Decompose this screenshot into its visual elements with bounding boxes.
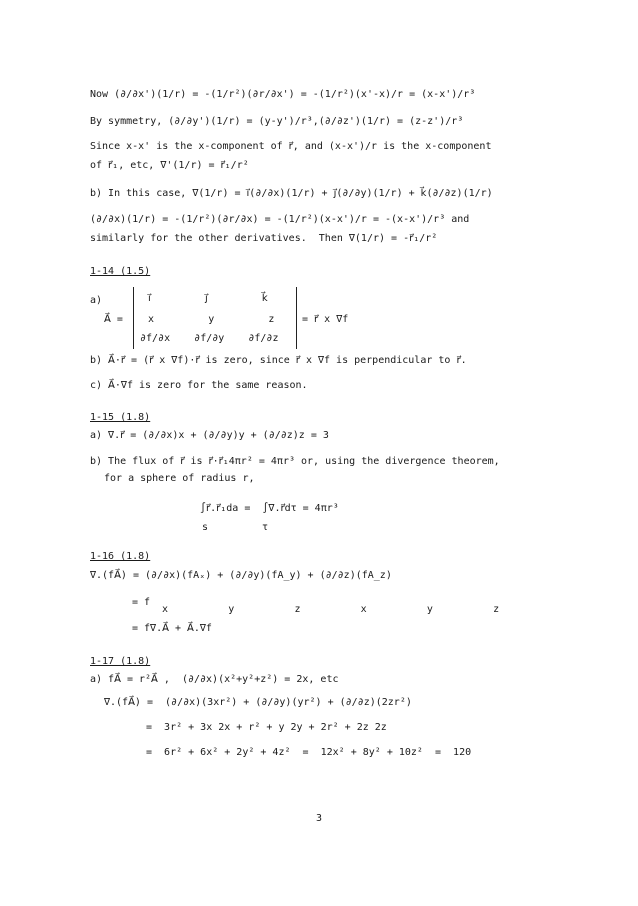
text-line: for a sphere of radius r,	[104, 473, 255, 484]
text-line: = f∇.A⃗ + A⃗.∇f	[132, 623, 212, 634]
determinant-row: x y z	[148, 314, 275, 325]
text-line: b) The flux of r⃗ is r⃗·r⃗₁4πr² = 4πr³ or, using the divergence theorem,	[90, 456, 500, 467]
determinant-row: i⃗ j⃗ k⃗	[148, 293, 268, 304]
determinant-left-bar	[133, 287, 134, 349]
text-line: = 6r² + 6x² + 2y² + 4z² = 12x² + 8y² + 10z² = 120	[146, 747, 472, 758]
text-line: x y z x y z	[162, 604, 500, 615]
text-line: Since x-x' is the x-component of r⃗, and (x-x')/r is the x-component	[90, 141, 492, 152]
text-line: ∫r⃗.r⃗₁da = ∫∇.r⃗dτ = 4πr³	[200, 503, 339, 514]
text-line: τ	[262, 522, 269, 533]
text-line: By symmetry, (∂/∂y')(1/r) = (y-y')/r³,(∂/∂z')(1/r) = (z-z')/r³	[90, 116, 464, 127]
text-line: a) ∇.r⃗ = (∂/∂x)x + (∂/∂y)y + (∂/∂z)z = 3	[90, 430, 329, 441]
text-line: Now (∂/∂x')(1/r) = -(1/r²)(∂r/∂x') = -(1/r²)(x'-x)/r = (x-x')/r³	[90, 89, 476, 100]
text-line: s	[202, 522, 209, 533]
determinant-right-bar	[296, 287, 297, 349]
text-line: a)	[90, 295, 103, 306]
text-line: c) A⃗·∇f is zero for the same reason.	[90, 380, 308, 391]
section-heading: 1-14 (1.5)	[90, 266, 151, 277]
text-line: of r⃗₁, etc, ∇'(1/r) = r⃗₁/r²	[90, 160, 249, 171]
text-line: = r⃗ x ∇f	[302, 314, 349, 325]
text-line: A⃗ =	[104, 314, 123, 325]
text-line: similarly for the other derivatives. Then ∇(1/r) = -r⃗₁/r²	[90, 233, 438, 244]
text-line: b) A⃗·r⃗ = (r⃗ x ∇f)·r⃗ is zero, since r⃗ x ∇f is perpendicular to r⃗.	[90, 355, 467, 366]
section-heading: 1-16 (1.8)	[90, 551, 151, 562]
text-line: = f	[132, 597, 151, 608]
text-line: (∂/∂x)(1/r) = -(1/r²)(∂r/∂x) = -(1/r²)(x-x')/r = -(x-x')/r³ and	[90, 214, 470, 225]
text-line: b) In this case, ∇(1/r) = i⃗(∂/∂x)(1/r) + j⃗(∂/∂y)(1/r) + k⃗(∂/∂z)(1/r)	[90, 188, 493, 199]
page-number: 3	[315, 813, 323, 824]
text-line: = 3r² + 3x 2x + r² + y 2y + 2r² + 2z 2z	[146, 722, 387, 733]
section-heading: 1-15 (1.8)	[90, 412, 151, 423]
text-line: a) fA⃗ = r²A⃗ , (∂/∂x)(x²+y²+z²) = 2x, etc	[90, 674, 339, 685]
text-line: ∇.(fA⃗) = (∂/∂x)(3xr²) + (∂/∂y)(yr²) + (∂/∂z)(2zr²)	[104, 697, 412, 708]
section-heading: 1-17 (1.8)	[90, 656, 151, 667]
text-line: ∇.(fA⃗) = (∂/∂x)(fAₓ) + (∂/∂y)(fA_y) + (∂/∂z)(fA_z)	[90, 570, 392, 581]
determinant-row: ∂f/∂x ∂f/∂y ∂f/∂z	[140, 333, 279, 344]
